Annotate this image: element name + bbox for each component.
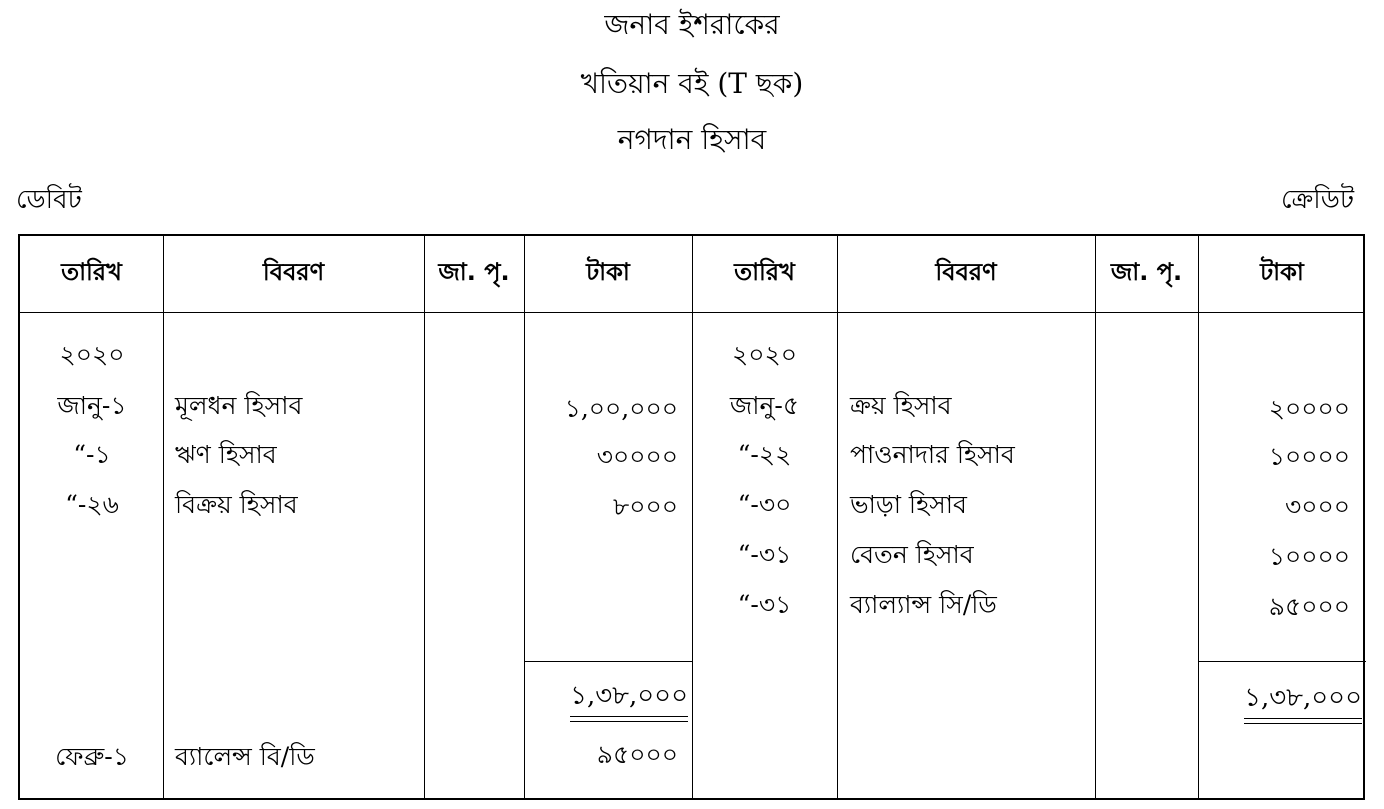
credit-label: ক্রেডিট [1280, 185, 1354, 215]
credit-total-line [1198, 661, 1366, 662]
col-amount-debit: টাকা [586, 258, 630, 286]
credit-total-value: ১,৩৮,০০০ [1244, 682, 1362, 719]
credit-date: “-৩১ [737, 540, 792, 569]
credit-amount: ১০০০০ [1268, 442, 1350, 471]
credit-date: জানু-৫ [729, 391, 800, 420]
debit-particulars: মূলধন হিসাব [175, 391, 303, 420]
debit-total-line [524, 661, 692, 662]
credit-amount: ৩০০০ [1284, 492, 1350, 521]
col-particulars-credit: বিবরণ [935, 258, 997, 286]
credit-amount: ১০০০০ [1268, 542, 1350, 571]
title-ledger: খতিয়ান বই (T ছক) [580, 67, 804, 100]
ledger-table [18, 234, 1365, 800]
credit-amount: ৯৫০০০ [1268, 592, 1350, 621]
credit-year: ২০২০ [731, 340, 798, 369]
debit-total [524, 680, 688, 717]
debit-amount: ১,০০,০০০ [564, 394, 678, 423]
col-particulars-debit: বিবরণ [262, 258, 325, 286]
debit-year: ২০২০ [59, 340, 125, 369]
credit-particulars: ভাড়া হিসাব [850, 490, 967, 519]
header-divider [20, 312, 1363, 313]
col-date-debit: তারিখ [61, 258, 122, 286]
credit-particulars: বেতন হিসাব [850, 540, 974, 569]
col-date-credit: তারিখ [734, 258, 795, 286]
divider [837, 236, 838, 798]
credit-particulars: পাওনাদার হিসাব [850, 440, 1015, 469]
debit-amount: ৩০০০০ [596, 442, 678, 471]
credit-total [1198, 682, 1362, 719]
debit-total-value: ১,৩৮,০০০ [570, 680, 688, 717]
debit-amount: ৮০০০ [613, 492, 678, 521]
col-folio-debit: জা. পৃ. [438, 258, 510, 286]
credit-particulars: ব্যাল্যান্স সি/ডি [850, 590, 997, 619]
title-account: নগদান হিসাব [617, 123, 767, 156]
debit-particulars: ঋণ হিসাব [175, 440, 277, 469]
credit-particulars: ক্রয় হিসাব [850, 391, 952, 420]
debit-particulars: বিক্রয় হিসাব [175, 490, 298, 519]
debit-bd-amount: ৯৫০০০ [596, 740, 678, 769]
debit-date: “-১ [73, 440, 111, 469]
credit-amount: ২০০০০ [1268, 394, 1350, 423]
col-folio-credit: জা. পৃ. [1110, 258, 1183, 286]
debit-bd-date: ফেব্রু-১ [55, 742, 129, 771]
debit-label: ডেবিট [16, 185, 82, 215]
divider [424, 236, 425, 798]
credit-date: “-৩১ [737, 590, 792, 619]
credit-date: “-৩০ [737, 490, 792, 519]
debit-date: “-২৬ [65, 490, 119, 519]
divider [1095, 236, 1096, 798]
credit-date: “-২২ [737, 440, 792, 469]
debit-date: জানু-১ [57, 391, 127, 420]
col-amount-credit: টাকা [1260, 258, 1304, 286]
title-name: জনাব ইশরাকের [604, 8, 780, 41]
debit-bd-particulars: ব্যালেন্স বি/ডি [175, 742, 315, 771]
